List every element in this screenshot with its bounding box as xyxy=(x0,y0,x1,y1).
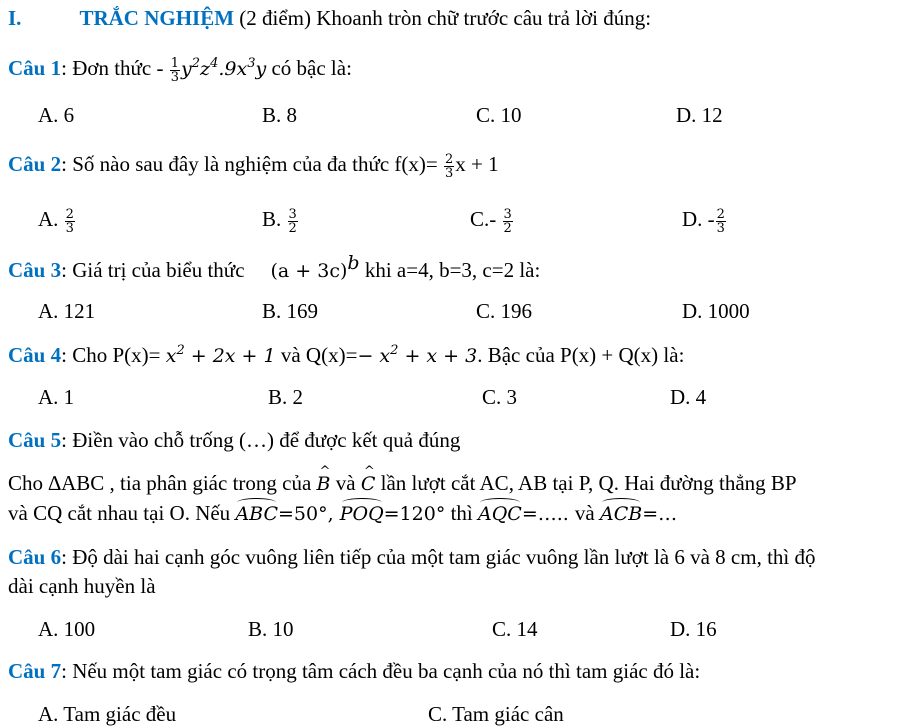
question-text: : Điền vào chỗ trống (…) để được kết quả đúng xyxy=(61,428,461,452)
exponent: 2 xyxy=(176,343,185,358)
option-prefix: C.- xyxy=(470,207,502,231)
text: lần lượt cắt AC, AB tại P, Q. Hai đường thẳng BP xyxy=(375,471,797,495)
option-b[interactable] xyxy=(262,207,299,235)
question-5-line-3 xyxy=(8,501,677,526)
section-number: I. xyxy=(8,6,22,30)
exponent: 2 xyxy=(390,343,399,358)
question-text-end: có bậc là: xyxy=(266,56,352,80)
question-label: Câu 4 xyxy=(8,343,62,367)
option-a[interactable]: A. 1 xyxy=(38,385,75,409)
option-prefix: D. - xyxy=(682,207,715,231)
term-rest: + 2x + 1 xyxy=(184,345,276,367)
question-label: Câu 7 xyxy=(8,659,62,683)
question-label: Câu 6 xyxy=(8,545,62,569)
denominator: 3 xyxy=(716,220,725,236)
angle-poq: POQ xyxy=(339,503,384,525)
numerator: 2 xyxy=(65,206,74,222)
question-5 xyxy=(8,428,460,452)
option-c[interactable]: C. 196 xyxy=(476,299,533,323)
option-c[interactable]: C. 10 xyxy=(476,103,522,127)
text: thì xyxy=(445,501,478,525)
fraction xyxy=(288,208,298,235)
fraction xyxy=(170,57,180,84)
question-text-end: x + 1 xyxy=(455,152,499,176)
option-c[interactable] xyxy=(470,207,514,235)
value: =50°, xyxy=(278,503,340,525)
angle-b: ^ B xyxy=(317,472,331,496)
text: và CQ cắt nhau tại O. Nếu xyxy=(8,501,236,525)
text: và xyxy=(574,501,600,525)
numerator: 3 xyxy=(503,206,512,222)
section-heading xyxy=(8,6,651,30)
option-b[interactable]: B. 169 xyxy=(262,299,319,323)
numerator: 3 xyxy=(288,206,297,222)
question-1 xyxy=(8,56,352,84)
question-7 xyxy=(8,659,700,683)
option-a[interactable]: A. 6 xyxy=(38,103,75,127)
text: Cho ∆ABC , tia phân giác trong của xyxy=(8,471,317,495)
question-text: : Số nào sau đây là nghiệm của đa thức f(x)= xyxy=(61,152,443,176)
option-d[interactable] xyxy=(682,207,727,235)
question-text: : Cho P(x)= xyxy=(61,343,166,367)
question-label: Câu 3 xyxy=(8,258,62,282)
numerator: 2 xyxy=(444,151,454,167)
question-label: Câu 2 xyxy=(8,152,62,176)
question-5-line-2 xyxy=(8,471,797,496)
expression-base: (a + 3c) xyxy=(270,260,348,282)
angle-acb: ACB xyxy=(599,503,643,525)
option-d[interactable]: D. 12 xyxy=(676,103,723,127)
option-c[interactable]: C. 3 xyxy=(482,385,518,409)
question-text-end: khi a=4, b=3, c=2 là: xyxy=(359,258,541,282)
term-rest: + x + 3 xyxy=(398,345,478,367)
denominator: 3 xyxy=(170,69,180,85)
question-text: : Đơn thức - xyxy=(61,56,169,80)
section-instructions: (2 điểm) Khoanh tròn chữ trước câu trả lời đúng: xyxy=(234,6,652,30)
angle-c: ^ C xyxy=(361,472,376,496)
blank[interactable]: =… xyxy=(642,503,678,525)
expression xyxy=(270,252,360,282)
option-b[interactable]: B. 8 xyxy=(262,103,298,127)
text: và xyxy=(330,471,361,495)
angle-aqc: AQC xyxy=(478,503,522,525)
option-a[interactable]: A. 121 xyxy=(38,299,96,323)
numerator: 2 xyxy=(716,206,725,222)
numerator: 1 xyxy=(170,55,180,71)
angle-abc: ABC xyxy=(235,503,279,525)
polynomial-q xyxy=(357,345,477,367)
question-text-mid: và Q(x)= xyxy=(275,343,358,367)
term: x xyxy=(165,345,177,367)
expression-exponent: b xyxy=(347,252,360,274)
blank[interactable]: =….. xyxy=(521,503,575,525)
monomial: $y^2z^4.9x^3y$ xyxy=(181,56,267,80)
option-c[interactable]: C. 14 xyxy=(492,617,538,641)
option-d[interactable]: D. 4 xyxy=(670,385,707,409)
polynomial-p xyxy=(166,345,276,367)
question-3 xyxy=(8,252,541,283)
option-prefix: A. xyxy=(38,207,64,231)
option-c[interactable]: C. Tam giác cân xyxy=(428,702,564,726)
value: =120° xyxy=(383,503,446,525)
question-text: : Nếu một tam giác có trọng tâm cách đều ba cạnh của nó thì tam giác đó là: xyxy=(61,659,701,683)
option-d[interactable]: D. 1000 xyxy=(682,299,750,323)
question-2 xyxy=(8,152,499,180)
fraction xyxy=(716,208,726,235)
denominator: 3 xyxy=(65,220,74,236)
question-text: : Giá trị của biểu thức xyxy=(61,258,245,282)
fraction xyxy=(65,208,75,235)
question-text: dài cạnh huyền là xyxy=(8,574,156,598)
option-b[interactable]: B. 2 xyxy=(268,385,304,409)
fraction xyxy=(444,153,454,180)
question-label: Câu 1 xyxy=(8,56,62,80)
question-6 xyxy=(8,545,816,569)
option-d[interactable]: D. 16 xyxy=(670,617,717,641)
option-a[interactable]: A. Tam giác đều xyxy=(38,702,177,726)
option-b[interactable]: B. 10 xyxy=(248,617,294,641)
section-title: TRẮC NGHIỆM xyxy=(79,6,235,30)
option-prefix: B. xyxy=(262,207,287,231)
denominator: 3 xyxy=(444,165,454,181)
question-6-line-2 xyxy=(8,574,156,598)
denominator: 2 xyxy=(288,220,297,236)
fraction xyxy=(503,208,513,235)
question-text: : Độ dài hai cạnh góc vuông liên tiếp của một tam giác vuông lần lượt là 6 và 8 cm, thì độ xyxy=(61,545,816,569)
term: − x xyxy=(357,345,391,367)
question-4 xyxy=(8,343,684,368)
denominator: 2 xyxy=(503,220,512,236)
option-a[interactable] xyxy=(38,207,76,235)
question-text-end: . Bậc của P(x) + Q(x) là: xyxy=(477,343,685,367)
question-label: Câu 5 xyxy=(8,428,62,452)
option-a[interactable]: A. 100 xyxy=(38,617,96,641)
